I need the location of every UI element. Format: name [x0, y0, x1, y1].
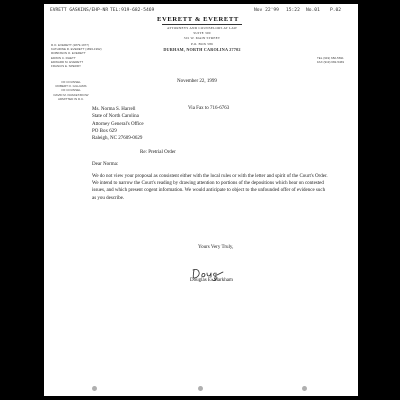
delivery-method: Via Fax to 716-6763	[188, 106, 230, 111]
firm-name: EVERETT & EVERETT	[157, 16, 239, 23]
fax-time: 15:22	[286, 8, 300, 13]
partner-name: KATHRINE R. EVERETT (1893-1992)	[51, 47, 102, 52]
counsel-line: ADMITTED IN D.C.	[58, 96, 84, 101]
firm-name-rule	[162, 24, 242, 25]
partner-name: R.O. EVERETT (1879-1977)	[51, 43, 89, 47]
recipient-line: PO Box 629	[92, 128, 117, 134]
fax-date: Nov 22'99	[254, 8, 279, 13]
phone-line: TEL (919) 682-5691	[316, 56, 344, 60]
salutation: Dear Norma:	[92, 162, 119, 167]
partner-name: FRANCIS E. SPERRY	[51, 64, 81, 69]
closing: Yours Very Truly,	[198, 245, 234, 250]
punch-hole	[302, 386, 307, 391]
counsel-list	[51, 80, 91, 101]
phone-numbers	[317, 56, 344, 65]
subject-line: Re: Pretrial Order	[140, 150, 176, 155]
fax-page: P.02	[330, 8, 342, 13]
fax-number: No.01	[306, 8, 320, 13]
counsel-line: OF COUNSEL	[61, 88, 81, 93]
phone-line: FAX (919) 682-5469	[316, 60, 344, 65]
counsel-line: DAVID M. KRAKETZKOW	[53, 92, 89, 97]
punch-hole	[198, 386, 203, 391]
recipient-line: Raleigh, NC 27609-0629	[92, 136, 143, 142]
counsel-line: OF COUNSEL	[61, 80, 81, 84]
partners-list	[51, 43, 102, 68]
recipient-address	[92, 106, 144, 142]
fax-sender: EVRETT GASKINS/EHP-NR	[50, 8, 109, 13]
firm-tagline: ATTORNEYS AND COUNSELORS AT LAW	[166, 26, 238, 30]
letter-page	[44, 4, 358, 396]
counsel-line: ROBERT O. GILLIAMS	[55, 84, 87, 89]
recipient-line: Attorney General's Office	[92, 121, 144, 127]
firm-suite: SUITE 300	[193, 31, 211, 35]
partner-name: EDWIN C. RHETT	[51, 55, 76, 60]
signer-name: Douglas E. Markham	[190, 278, 233, 283]
recipient-line: Ms. Norma S. Harrell	[92, 107, 136, 112]
firm-street: 301 W. MAIN STREET	[183, 36, 221, 40]
partner-name: ROBINSON O. EVERETT	[51, 51, 86, 56]
body-paragraph: We do not view your proposal as consistent either with the local rules or with the letter and spirit of the Court's Order. We intend to narrow the Court's reading by drawing attention to portions of the depositions which bear on contested issues, and which present cogent information. We would anticipate to object to the unfounded offer of evidence such as you describe.	[92, 174, 328, 201]
punch-hole	[92, 386, 97, 391]
partner-name: EDWARD M. EVERETT	[51, 59, 84, 64]
firm-po-box: P.O. BOX 586	[191, 42, 213, 46]
firm-city: DURHAM, NORTH CAROLINA 27702	[163, 47, 241, 52]
fax-tel: TEL:919-682-5469	[110, 8, 155, 13]
recipient-line: State of North Carolina	[92, 114, 139, 120]
letter-date: November 22, 1999	[177, 79, 217, 84]
